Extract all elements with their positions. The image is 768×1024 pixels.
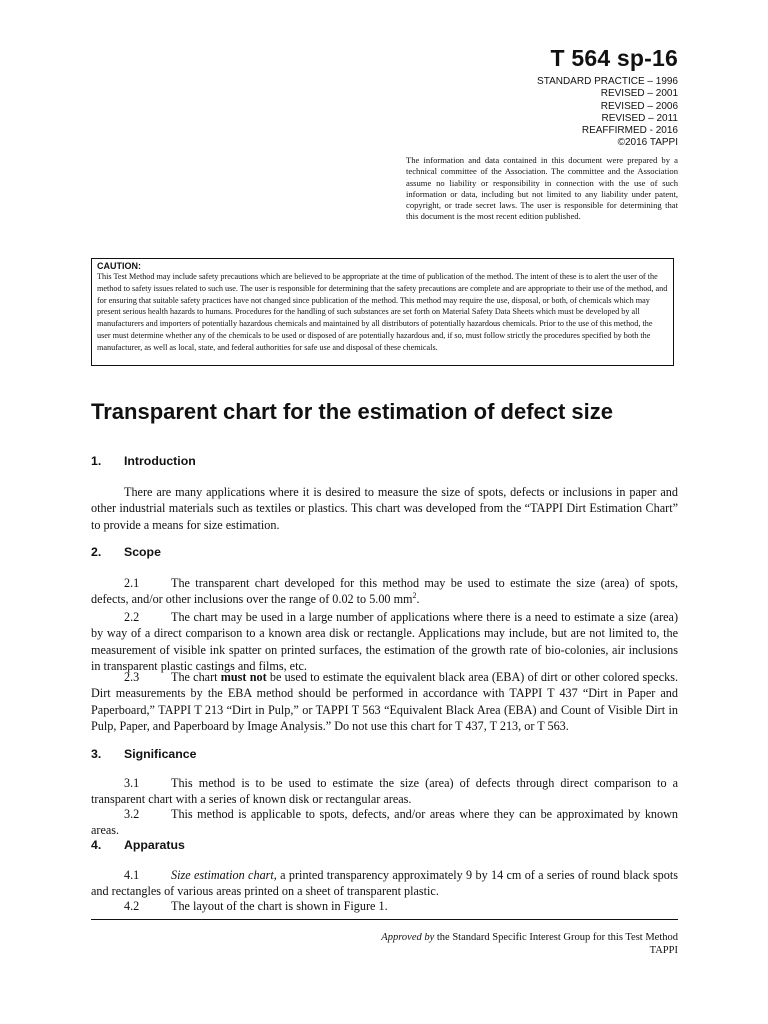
- footer-org: TAPPI: [649, 945, 678, 956]
- paragraph-number: 2.2: [124, 610, 140, 624]
- section-number: 1.: [91, 454, 102, 468]
- paragraph-text: a printed transparency approximately 9 by 14 cm of a series of round black spots and rectangles of various areas printed on a sheet of transparent plastic.: [91, 868, 679, 899]
- section-title: Introduction: [124, 454, 196, 468]
- paragraph-text: The layout of the chart is shown in Figure 1.: [171, 899, 388, 913]
- section-heading-scope: [91, 544, 161, 560]
- section-heading-significance: [91, 746, 196, 762]
- paragraph-text: be used to estimate the equivalent black area (EBA) of dirt or other colored specks. Dirt measurements by the EBA method should be performed in accordance with TAPPI T 437 “Dirt in Paper and Paperboard,” TAPPI T 213 “Dirt in Pulp,” or TAPPI T 563 “Equivalent Black Area (EBA) and Count of Visible Dirt in Pulp, Paper, and Paperboard by Image Analysis.” Do not use this chart for T 437, T 213, or T 563.: [91, 670, 679, 733]
- page-title: Transparent chart for the estimation of defect size: [91, 399, 614, 424]
- section-title: Scope: [124, 545, 161, 559]
- caution-title: CAUTION:: [97, 261, 141, 271]
- paragraph-number: 2.1: [124, 576, 140, 590]
- paragraph-text: This method is applicable to spots, defects, and/or areas where they can be approximated by known areas.: [91, 807, 678, 838]
- paragraph-2-3: [91, 669, 678, 734]
- paragraph-3-2: [91, 806, 678, 839]
- document-number: T 564 sp-16: [550, 45, 678, 71]
- section-title: Apparatus: [124, 838, 185, 852]
- paragraph-number: 4.1: [124, 868, 140, 882]
- history-line: REVISED – 2006: [600, 100, 678, 112]
- paragraph-number: 2.3: [124, 670, 140, 684]
- caution-text: This Test Method may include safety precautions which are believed to be appropriate at the time of publication of the method. The intent of these is to alert the user of the method to safety issues related to such use. The user is responsible for determining that the safety precautions are complete and are appropriate to their use of the method, and for ensuring that suitable safety practices have not changed since publication of the method. This method may require the use, disposal, or both, of chemicals which may present serious health hazards to humans. Procedures for the handling of such substances are set forth on Material Safety Data Sheets which must be developed by all manufacturers and importers of potentially hazardous chemicals and maintained by all distributors of potentially hazardous chemicals. Prior to the use of this method, the user must determine whether any of the chemicals to be used or disposed of are potentially hazardous and, if so, must follow strictly the procedures specified by both the manufacturer, as well as local, state, and federal authorities for safe use and disposal of these chemicals.: [97, 272, 668, 352]
- page-footer: [381, 931, 678, 957]
- emphasis-must-not: must not: [220, 670, 267, 684]
- section-heading-apparatus: [91, 837, 185, 853]
- introduction-paragraph: [91, 484, 678, 533]
- section-title: Significance: [124, 747, 197, 761]
- document-header: [537, 44, 678, 150]
- section-heading-introduction: [91, 453, 196, 469]
- paragraph-text: This method is to be used to estimate the size (area) of defects through direct comparison to a transparent chart with a series of known disk or rectangular areas.: [91, 776, 678, 807]
- paragraph-text: The chart may be used in a large number of applications where there is a need to estimate a size (area) by way of a direct comparison to a known area disk or rectangle. Applications may include, but are not limited to, the measurement of visible ink spatter on printed surfaces, the estimation of the growth rate of bio-colonies, air inclusions in transparent plastic castings and films, etc.: [91, 610, 678, 673]
- paragraph-4-1: [91, 867, 678, 900]
- history-line: REVISED – 2001: [600, 88, 678, 100]
- paragraph-number: 3.2: [124, 807, 140, 821]
- history-line: ©2016 TAPPI: [617, 137, 678, 149]
- paragraph-number: 3.1: [124, 776, 140, 790]
- paragraph-text: There are many applications where it is desired to measure the size of spots, defects or inclusions in paper and other industrial materials such as textiles or plastics. This chart was developed from the “TAPPI Dirt Estimation Chart” to provide a means for size estimation.: [91, 485, 678, 532]
- caution-box: [91, 258, 674, 366]
- paragraph-4-2: [91, 898, 678, 914]
- disclaimer-text: The information and data contained in this document were prepared by a technical committee of the Association. The committee and the Association assume no liability or responsibility in connection with the use of such information or data, including but not limited to any liability under patent, copyright, or trade secret laws. The user is responsible for determining that this document is the most recent edition published.: [406, 155, 678, 222]
- section-number: 3.: [91, 747, 102, 761]
- paragraph-3-1: [91, 775, 678, 808]
- superscript: 2: [412, 591, 417, 601]
- paragraph-2-2: [91, 609, 678, 674]
- history-line: STANDARD PRACTICE – 1996: [537, 76, 678, 87]
- approved-by-label: Approved by: [381, 932, 435, 943]
- paragraph-end: .: [416, 592, 420, 607]
- history-line: REAFFIRMED - 2016: [581, 125, 678, 137]
- footer-divider: [91, 919, 678, 920]
- history-line: REVISED – 2011: [601, 112, 678, 124]
- paragraph-number: 4.2: [124, 899, 140, 913]
- section-number: 2.: [91, 545, 102, 559]
- section-number: 4.: [91, 838, 102, 852]
- paragraph-2-1: [91, 575, 678, 608]
- term-size-estimation-chart: Size estimation chart,: [171, 868, 277, 882]
- paragraph-text: The chart: [171, 670, 218, 684]
- revision-history: [537, 76, 678, 150]
- paragraph-text: The transparent chart developed for this method may be used to estimate the size (area) of spots, defects, and/or other inclusions over the range of 0.02 to 5.00 mm: [91, 576, 678, 607]
- approved-by-text: the Standard Specific Interest Group for this Test Method: [436, 932, 678, 943]
